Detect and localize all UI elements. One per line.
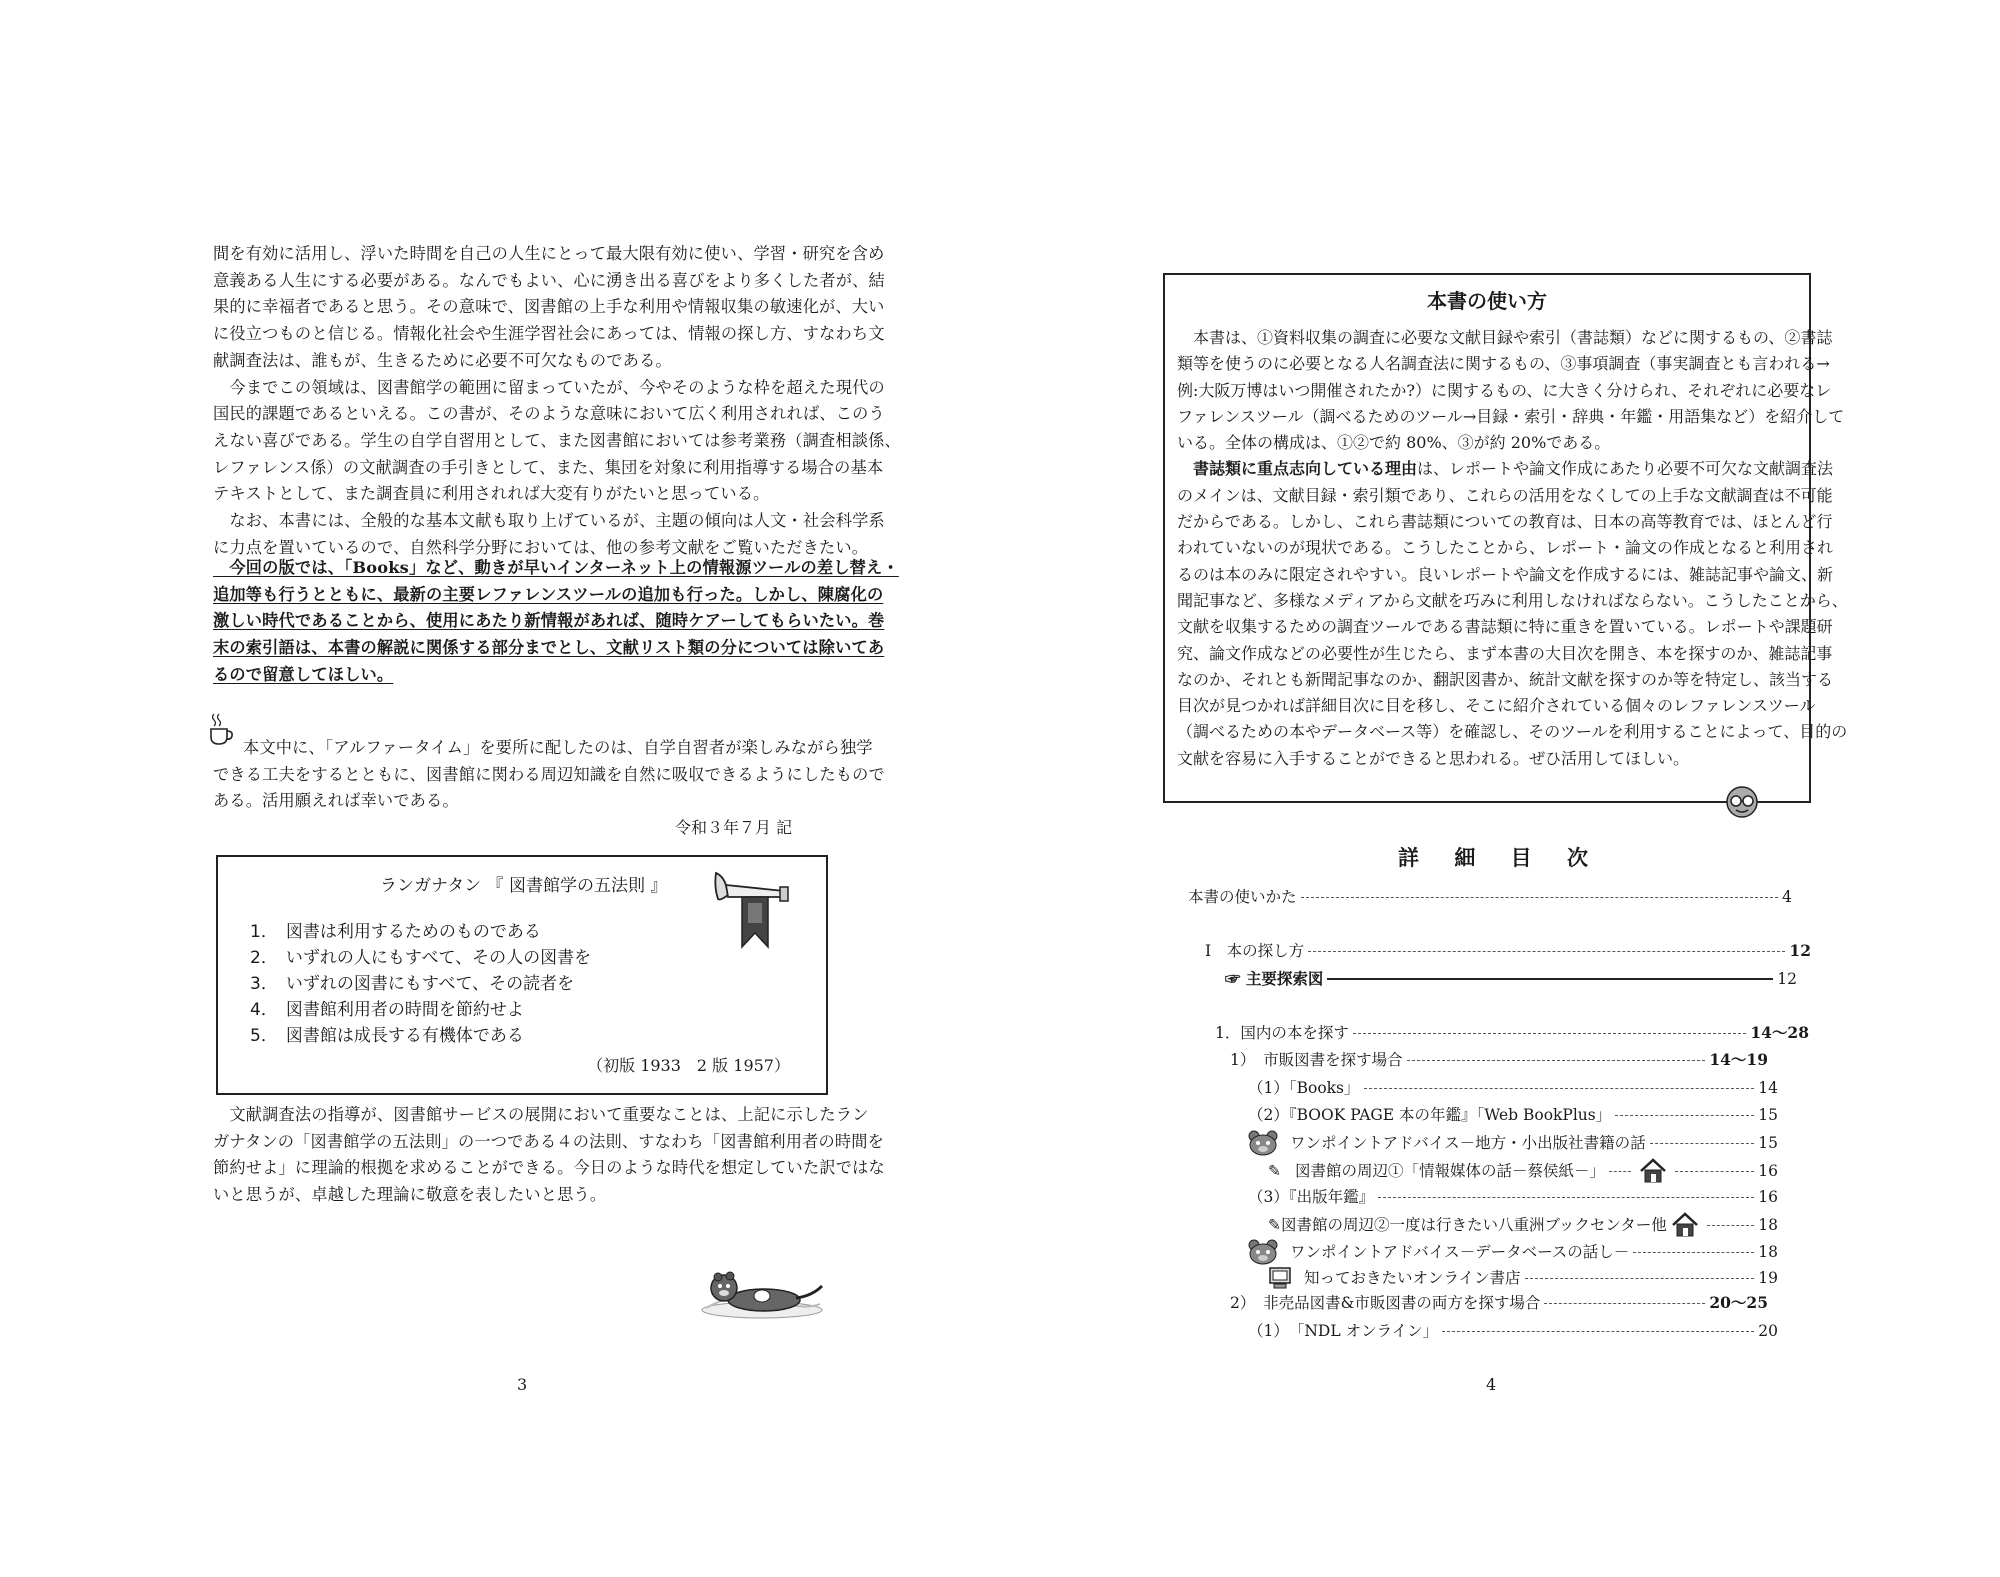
bear-advice-icon (1248, 1239, 1278, 1265)
text-line: に役立つものと信じる。情報化社会や生涯学習社会にあっては、情報の探し方、すなわち文 (213, 324, 885, 344)
toc-label: ワンポイントアドバイス－地方・小出版社書籍の話 (1290, 1134, 1646, 1152)
toc-row[interactable] (1248, 1186, 1778, 1208)
toc-page: 19 (1758, 1269, 1778, 1287)
five-laws-box (216, 855, 828, 1095)
leader-dots (1675, 1171, 1754, 1172)
computer-icon (1268, 1266, 1292, 1290)
leader-dots (1308, 951, 1785, 952)
toc-label: 本書の使いかた (1188, 888, 1297, 906)
toc-label: ☞ 主要探索図 (1225, 969, 1324, 988)
leader-dots (1301, 897, 1779, 898)
leader-dots (1544, 1303, 1705, 1304)
alpha-time-paragraph (213, 735, 885, 815)
date-signature: 令和３年７月 記 (675, 818, 793, 837)
law-item (250, 945, 599, 971)
toc-row[interactable] (1268, 1266, 1778, 1290)
text-line: 今回の版では、「Books」など、動きが早いインターネット上の情報源ツールの差し替え・ (213, 558, 899, 577)
toc-row[interactable] (1230, 1292, 1768, 1314)
toc-title: 詳 細 目 次 (1398, 846, 1602, 870)
toc-row[interactable] (1215, 1022, 1809, 1044)
text-line: 果的に幸福者であると思う。その意味で、図書館の上手な利用や情報収集の敏速化が、大い (213, 297, 885, 317)
leader-dots (1525, 1278, 1755, 1279)
toc-label: 1） 市販図書を探す場合 (1230, 1051, 1403, 1069)
trumpet-banner-icon (712, 867, 790, 951)
text-line: われていないのが現状である。こうしたことから、レポート・論文の作成となると利用され (1177, 538, 1834, 558)
text-line: 類等を使うのに必要となる人名調査法に関するもの、③事項調査（事実調査とも言われる→ (1177, 354, 1830, 374)
text-line: いと思うが、卓越した理論に敬意を表したいと思う。 (213, 1185, 607, 1205)
law-number: 4． (250, 1000, 278, 1020)
law-item (250, 971, 599, 997)
toc-page: 14〜19 (1709, 1050, 1768, 1069)
toc-label: 2） 非売品図書&市販図書の両方を探す場合 (1230, 1294, 1541, 1312)
bear-advice-icon (1248, 1130, 1278, 1156)
leader-dots (1615, 1115, 1754, 1116)
ranganathan-paragraph (213, 1102, 885, 1209)
text-line: 文献調査法の指導が、図書館サービスの展開において重要なことは、上記に示したラン (213, 1105, 869, 1124)
house-icon (1639, 1158, 1667, 1184)
text-line: 目次が見つかれば詳細目次に目を移し、そこに紹介されている個々のレファレンスツール (1177, 696, 1816, 716)
toc-page: 20 (1758, 1322, 1778, 1340)
toc-row[interactable] (1230, 1049, 1768, 1071)
toc-page: 14 (1758, 1079, 1778, 1097)
text-line: 節約せよ」に理論的根拠を求めることができる。今日のような時代を想定していた訳ではな (213, 1158, 885, 1178)
page-number: 4 (1486, 1375, 1497, 1394)
toc-row[interactable] (1268, 1158, 1778, 1184)
leader-dots (1378, 1197, 1754, 1198)
text-line: 激しい時代であることから、使用にあたり新情報があれば、随時ケアーしてもらいたい。巻 (213, 611, 885, 631)
law-text: 図書館は成長する有機体である (285, 1026, 524, 1046)
toc-label: （2）『BOOK PAGE 本の年鑑』「Web BookPlus」 (1248, 1106, 1612, 1124)
toc-row[interactable] (1268, 1212, 1778, 1238)
toc-page: 18 (1758, 1216, 1778, 1234)
text-line: 聞記事など、多様なメディアから文献を巧みに利用しなければならない。こうしたことから、 (1177, 590, 1848, 610)
law-item (250, 919, 599, 945)
pen-icon: ✎ (1268, 1216, 1281, 1234)
pen-icon: ✎ (1268, 1162, 1281, 1180)
leader-dots (1609, 1171, 1631, 1172)
toc-page: 15 (1758, 1134, 1778, 1152)
law-number: 3． (250, 974, 278, 994)
text-line: 追加等も行うとともに、最新の主要レファレンスツールの追加も行った。しかし、陳腐化の (213, 584, 884, 604)
five-laws-list (250, 919, 599, 1049)
law-number: 5． (250, 1026, 278, 1046)
text-line: るので留意してほしい。 (213, 664, 394, 684)
toc-label: ワンポイントアドバイス－データベースの話し－ (1290, 1243, 1630, 1261)
law-item (250, 997, 599, 1023)
toc-row[interactable] (1248, 1320, 1778, 1342)
text-line: （調べるための本やデータベース等）を確認し、そのツールを利用することによって、目的の (1177, 722, 1848, 742)
usage-box (1163, 273, 1848, 803)
usage-title: 本書の使い方 (1427, 289, 1547, 313)
law-number: 2． (250, 948, 278, 968)
toc-row[interactable] (1205, 940, 1811, 962)
leader-dots (1407, 1060, 1706, 1061)
edition-notice (213, 555, 899, 689)
five-laws-title: ランガナタン 『 図書館学の五法則 』 (380, 876, 668, 896)
toc-label: Ⅰ 本の探し方 (1205, 942, 1305, 960)
text-line: ある。活用願えれば幸いである。 (213, 791, 459, 811)
toc-page: 14〜28 (1750, 1023, 1809, 1042)
toc-page: 4 (1782, 888, 1792, 906)
text-line: 献調査法は、誰もが、生きるために必要不可欠なものである。 (213, 350, 672, 370)
leader-dots (1442, 1331, 1754, 1332)
text-span: は、レポートや論文作成にあたり必要不可欠な文献調査法 (1417, 459, 1834, 479)
toc-page: 16 (1758, 1188, 1778, 1206)
text-line: るのは本のみに限定されやすい。良いレポートや論文を作成するには、雑誌記事や論文、新 (1177, 564, 1834, 584)
house-icon (1671, 1212, 1699, 1238)
toc-label: 知っておきたいオンライン書店 (1304, 1269, 1521, 1287)
usage-body (1177, 325, 1848, 772)
text-line: 文献を容易に入手することができると思われる。ぜひ活用してほしい。 (1177, 748, 1690, 768)
text-line: ファレンスツール（調べるためのツール→目録・索引・辞典・年鑑・用語集など）を紹介して (1177, 406, 1845, 426)
text-line: 今までこの領域は、図書館学の範囲に留まっていたが、今やそのような枠を超えた現代の (213, 377, 885, 397)
law-text: いずれの図書にもすべて、その読者を (285, 974, 575, 994)
toc-page: 20〜25 (1709, 1293, 1768, 1312)
leader-dots (1353, 1033, 1746, 1034)
leader-dots (1707, 1225, 1754, 1226)
text-line: えない喜びである。学生の自学自習用として、また図書館においては参考業務（調査相談係、 (213, 430, 901, 450)
right-page (1000, 0, 2000, 1577)
text-line: 意義ある人生にする必要がある。なんでもよい、心に湧き出る喜びをより多くした者が、結 (213, 270, 885, 290)
toc-page: 12 (1789, 941, 1811, 960)
toc-row[interactable] (1248, 1130, 1778, 1156)
law-item (250, 1023, 599, 1049)
text-line: に力点を置いているので、自然科学分野においては、他の参考文献をご覧いただきたい。 (213, 537, 869, 557)
toc-row[interactable] (1188, 886, 1792, 908)
leader-dots (1633, 1252, 1754, 1253)
otter-illustration-icon (696, 1270, 828, 1324)
text-line: 末の索引語は、本書の解説に関係する部分までとし、文献リスト類の分については除いてあ (213, 638, 885, 658)
text-line: 国民的課題であるといえる。この書が、そのような意味において広く利用されれば、このう (213, 404, 885, 424)
toc-row[interactable] (1248, 1077, 1778, 1099)
text-line (1177, 456, 1834, 482)
emphasis-lead: 書誌類に重点志向している理由 (1193, 459, 1418, 479)
toc-label: 1．国内の本を探す (1215, 1024, 1349, 1042)
law-text: いずれの人にもすべて、その人の図書を (285, 948, 592, 968)
text-line: ガナタンの「図書館学の五法則」の一つである４の法則、すなわち「図書館利用者の時間を (213, 1131, 885, 1151)
glasses-face-icon (1725, 785, 1759, 819)
toc-page: 15 (1758, 1106, 1778, 1124)
intro-paragraph (213, 241, 901, 561)
text-line: 本文中に、「アルファータイム」を要所に配したのは、自学自習者が楽しみながら独学 (243, 738, 873, 757)
toc-label: （3）『出版年鑑』 (1248, 1188, 1375, 1206)
text-line: なお、本書には、全般的な基本文献も取り上げているが、主題の傾向は人文・社会科学系 (213, 511, 885, 531)
toc-row[interactable] (1248, 1239, 1778, 1265)
toc-label: （1） 「NDL オンライン」 (1248, 1322, 1439, 1340)
law-text: 図書は利用するためのものである (285, 922, 541, 942)
text-line: 間を有効に活用し、浮いた時間を自己の人生にとって最大限有効に使い、学習・研究を含め (213, 244, 885, 263)
leader-dots (1364, 1088, 1755, 1089)
toc-page: 18 (1758, 1243, 1778, 1261)
page-number: 3 (517, 1375, 528, 1394)
text-line: テキストとして、また調査員に利用されれば大変有りがたいと思っている。 (213, 484, 770, 504)
text-line: 文献を収集するための調査ツールである書誌類に特に重きを置いている。レポートや課題研 (1177, 617, 1833, 637)
law-text: 図書館利用者の時間を節約せよ (285, 1000, 524, 1020)
text-line: 究、論文作成などの必要性が生じたら、まず本書の大目次を開き、本を探すのか、雑誌記事 (1177, 643, 1833, 663)
text-line: 本書は、①資料収集の調査に必要な文献目録や索引（書誌類）などに関するもの、②書誌 (1177, 328, 1833, 347)
toc-row[interactable] (1225, 968, 1797, 990)
text-line: なのか、それとも新聞記事なのか、翻訳図書か、統計文献を探すのか等を特定し、該当する (1177, 669, 1834, 689)
text-line: いる。全体の構成は、①②で約 80%、③が約 20%である。 (1177, 433, 1611, 453)
toc-label: （1）「Books」 (1248, 1079, 1360, 1097)
text-line: 例:大阪万博はいつ開催されたか?）に関するもの、に大きく分けられ、それぞれに必要なレ (1177, 380, 1832, 400)
edition-note: （初版 1933 2 版 1957） (587, 1056, 790, 1075)
leader-dots (1650, 1143, 1755, 1144)
text-line: のメインは、文献目録・索引類であり、これらの活用をなくしての上手な文献調査は不可能 (1177, 485, 1833, 505)
text-line: だからである。しかし、これら書誌類についての教育は、日本の高等教育では、ほとんど行 (1177, 512, 1833, 532)
text-line: レファレンス係）の文献調査の手引きとして、また、集団を対象に利用指導する場合の基本 (213, 457, 884, 477)
toc-row[interactable] (1248, 1104, 1778, 1126)
law-number: 1． (250, 922, 278, 942)
toc-label: 図書館の周辺①「情報媒体の話－蔡侯紙－」 (1295, 1162, 1606, 1180)
leader-line (1327, 978, 1773, 980)
text-line: できる工夫をするとともに、図書館に関わる周辺知識を自然に吸収できるようにしたもので (213, 764, 885, 784)
toc-label: 図書館の周辺②一度は行きたい八重洲ブックセンター他 (1281, 1216, 1667, 1234)
toc-page: 16 (1758, 1162, 1778, 1180)
toc-page: 12 (1777, 970, 1797, 988)
